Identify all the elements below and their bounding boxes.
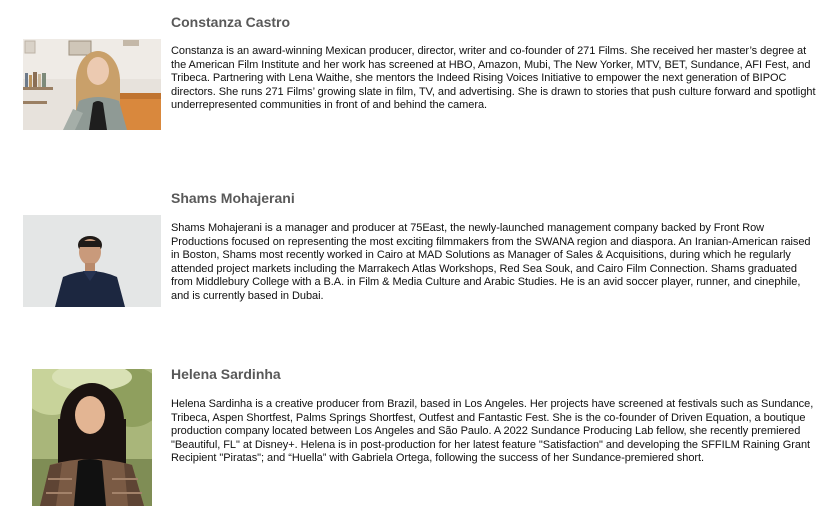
person-name: Shams Mohajerani bbox=[171, 190, 295, 206]
person-name: Constanza Castro bbox=[171, 14, 291, 30]
portrait-photo bbox=[23, 39, 161, 130]
person-name: Helena Sardinha bbox=[171, 366, 281, 382]
person-bio: Shams Mohajerani is a manager and producer at 75East, the newly-launched management company backed by Front Row Productions focused on representing the most exciting filmmakers from the SWANA region and diaspora. An Iranian-American raised in Boston, Shams most recently worked in Cairo at MAD Solutions as Manager of Sales & Acquisitions, during which he regularly attended project markets including the Marrakech Atlas Workshops, Red Sea Souk, and Cairo Film Connection. Shams graduated from Middlebury College with a B.A. in Film & Media Culture and Arabic Studies. He is an avid soccer player, runner, and cinephile, and is currently based in Dubai. bbox=[171, 222, 811, 302]
portrait-photo bbox=[23, 215, 161, 307]
person-bio: Helena Sardinha is a creative producer from Brazil, based in Los Angeles. Her projects have screened at festivals such as Sundance, Tribeca, Aspen Shortfest, Palms Springs Shortfest, Outfest and Fantastic Fest. She is the co-founder of Driven Equation, a boutique production company located between Los Angeles and São Paulo. A 2022 Sundance Producing Lab fellow, she recently premiered "Beautiful, FL" at Disney+. Helena is in post-production for her latest feature "Satisfaction" and developing the SFFILM Raining Grant Recipient "Piratas"; and “Huella” with Gabriela Ortega, following the success of her Sundance-premiered short. bbox=[171, 398, 814, 465]
portrait-photo bbox=[32, 369, 152, 506]
person-bio: Constanza is an award-winning Mexican producer, director, writer and co-founder of 271 Films. She received her master’s degree at the American Film Institute and her work has screened at HBO, Amazon, Mubi, The New Yorker, MTV, BET, Sundance, AFI Fest, and Tribeca. Partnering with Lena Waithe, she mentors the Indeed Rising Voices Initiative to empower the next generation of BIPOC directors. She runs 271 Films’ growing slate in film, TV, and advertising. She is drawn to stories that push culture forward and spotlight underrepresented communities in front of and behind the camera. bbox=[171, 45, 816, 112]
